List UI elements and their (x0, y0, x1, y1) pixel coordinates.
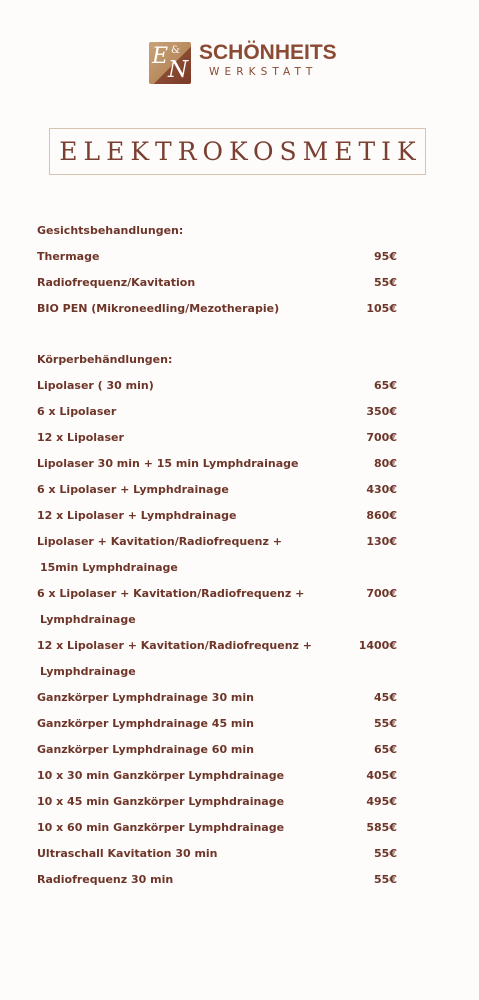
page-title: ELEKTROKOSMETIK (59, 137, 422, 166)
treatment-name-continuation: Lymphdrainage (40, 665, 136, 678)
treatment-price: 585€ (366, 821, 397, 834)
treatment-name: 12 x Lipolaser + Lymphdrainage (37, 509, 237, 522)
treatment-price: 405€ (366, 769, 397, 782)
price-row (37, 637, 417, 655)
logo (149, 40, 339, 86)
treatment-price: 95€ (374, 250, 397, 263)
treatment-name: 10 x 60 min Ganzkörper Lymphdrainage (37, 821, 285, 834)
treatment-price: 55€ (374, 847, 397, 860)
treatment-name: 6 x Lipolaser (37, 405, 117, 418)
treatment-name-continuation: Lymphdrainage (40, 613, 136, 626)
treatment-name: Lipolaser + Kavitation/Radiofrequenz + (37, 535, 282, 548)
treatment-name: 10 x 45 min Ganzkörper Lymphdrainage (37, 795, 285, 808)
treatment-name: Radiofrequenz/Kavitation (37, 276, 196, 289)
price-row (37, 429, 417, 447)
treatment-name-continuation: 15min Lymphdrainage (40, 561, 178, 574)
price-row (37, 248, 417, 266)
treatment-name: 10 x 30 min Ganzkörper Lymphdrainage (37, 769, 285, 782)
treatment-name: Thermage (37, 250, 100, 263)
treatment-price: 65€ (374, 379, 397, 392)
treatment-name: 12 x Lipolaser + Kavitation/Radiofrequenz + (37, 639, 312, 652)
treatment-price: 45€ (374, 691, 397, 704)
price-row (37, 533, 417, 551)
monogram-logo (149, 42, 191, 84)
section-heading: Gesichtsbehandlungen: (37, 224, 184, 237)
price-row (37, 793, 417, 811)
treatment-price: 700€ (366, 587, 397, 600)
monogram-letter-e: E (152, 44, 169, 69)
treatment-price: 80€ (374, 457, 397, 470)
page-title-box (49, 128, 426, 175)
treatment-price: 65€ (374, 743, 397, 756)
treatment-price: 55€ (374, 276, 397, 289)
treatment-price: 700€ (366, 431, 397, 444)
price-row (37, 300, 417, 318)
treatment-price: 1400€ (358, 639, 397, 652)
treatment-name: Ganzkörper Lymphdrainage 45 min (37, 717, 254, 730)
price-row (37, 819, 417, 837)
price-row (37, 507, 417, 525)
treatment-price: 55€ (374, 873, 397, 886)
treatment-name: 12 x Lipolaser (37, 431, 124, 444)
treatment-name: Ganzkörper Lymphdrainage 60 min (37, 743, 254, 756)
treatment-name: Ganzkörper Lymphdrainage 30 min (37, 691, 254, 704)
price-row (37, 377, 417, 395)
treatment-price: 105€ (366, 302, 397, 315)
section-heading: Körperbehändlungen: (37, 353, 173, 366)
treatment-price: 495€ (366, 795, 397, 808)
treatment-name: BIO PEN (Mikroneedling/Mezotherapie) (37, 302, 280, 315)
price-row (37, 741, 417, 759)
price-row (37, 481, 417, 499)
treatment-price: 350€ (366, 405, 397, 418)
price-row (37, 715, 417, 733)
treatment-price: 130€ (366, 535, 397, 548)
treatment-name: Ultraschall Kavitation 30 min (37, 847, 218, 860)
treatment-name: 6 x Lipolaser + Lymphdrainage (37, 483, 229, 496)
price-row (37, 585, 417, 603)
monogram-ampersand: & (171, 45, 180, 56)
treatment-price: 55€ (374, 717, 397, 730)
price-row (37, 845, 417, 863)
treatment-name: Radiofrequenz 30 min (37, 873, 174, 886)
brand-subname: WERKSTATT (209, 66, 318, 78)
price-row (37, 403, 417, 421)
price-row (37, 274, 417, 292)
treatment-name: 6 x Lipolaser + Kavitation/Radiofrequenz + (37, 587, 305, 600)
treatment-name: Lipolaser ( 30 min) (37, 379, 154, 392)
treatment-name: Lipolaser 30 min + 15 min Lymphdrainage (37, 457, 299, 470)
price-row (37, 689, 417, 707)
treatment-price: 860€ (366, 509, 397, 522)
brand-name: SCHÖNHEITS (199, 41, 337, 64)
price-row (37, 767, 417, 785)
monogram-letter-n: N (168, 57, 189, 83)
treatment-price: 430€ (366, 483, 397, 496)
price-row (37, 455, 417, 473)
price-row (37, 871, 417, 889)
